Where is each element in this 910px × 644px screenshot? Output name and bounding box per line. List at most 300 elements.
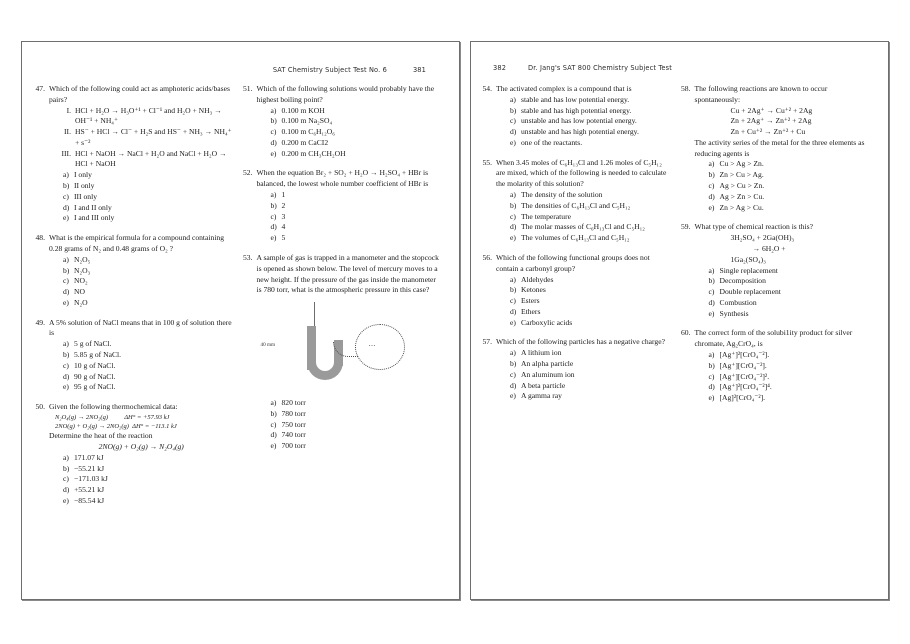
choice-d[interactable] <box>510 127 672 138</box>
choice-text: +55.21 kJ <box>74 485 105 495</box>
choice-label: c) <box>510 296 516 306</box>
choice-text: 95 g of NaCl. <box>74 382 116 392</box>
question-59-equations <box>695 233 871 265</box>
choice-d[interactable] <box>709 192 871 203</box>
choice-text: Combustion <box>719 297 757 307</box>
choice-label: a) <box>63 170 69 180</box>
choice-label: b) <box>510 358 517 368</box>
choice-text: unstable and has low potential energy. <box>521 116 637 126</box>
choice-c[interactable] <box>709 181 871 192</box>
magnifier-circle-icon <box>355 324 405 370</box>
choice-b[interactable] <box>709 361 871 372</box>
choice-b[interactable] <box>510 201 672 212</box>
question-50 <box>34 402 234 507</box>
choice-label: e) <box>270 441 277 451</box>
choice-a[interactable] <box>271 398 442 409</box>
manometer-height-label: 40 mm <box>260 342 276 349</box>
choice-label: b) <box>510 285 517 295</box>
choice-d[interactable] <box>271 138 442 149</box>
choice-text: N₂O₅ <box>74 254 91 264</box>
choice-label: b) <box>63 181 70 191</box>
choice-b[interactable] <box>63 266 234 277</box>
choice-c[interactable] <box>63 192 234 203</box>
choice-label: e) <box>63 496 69 505</box>
question-59-equation-3: 1Ga₂(SO₄)₃ <box>730 254 766 264</box>
question-58-equation-3: Zn + Cu⁺² → Zn⁺² + Cu <box>730 127 806 137</box>
choice-text: 820 torr <box>281 398 306 408</box>
choice-e[interactable] <box>271 149 442 160</box>
question-56-number: 56. <box>482 252 492 262</box>
question-58 <box>680 84 871 213</box>
question-54 <box>481 84 672 149</box>
choice-e[interactable] <box>63 496 234 507</box>
choice-c[interactable] <box>709 372 871 383</box>
question-56-stem: Which of the following functional groups does not contain a carbonyl group? <box>496 252 650 273</box>
question-51 <box>242 84 442 159</box>
choice-c[interactable] <box>510 116 672 127</box>
choice-text: 780 torr <box>281 408 306 418</box>
choice-text: 90 g of NaCl. <box>74 371 116 381</box>
choice-label: a) <box>510 348 516 358</box>
choice-e[interactable] <box>709 393 871 404</box>
question-52-choices <box>257 190 442 244</box>
question-53 <box>242 253 442 452</box>
question-54-number: 54. <box>482 84 492 93</box>
choice-label: c) <box>708 287 715 297</box>
choice-text: I and III only <box>74 213 115 223</box>
choice-c[interactable] <box>510 212 672 223</box>
choice-label: c) <box>63 191 69 201</box>
choice-d[interactable] <box>63 372 234 383</box>
question-47-choices <box>49 170 234 224</box>
question-52 <box>242 168 442 243</box>
choice-label: d) <box>63 287 70 297</box>
question-51-choices <box>257 106 442 160</box>
choice-text: 750 torr <box>281 419 306 429</box>
choice-label: c) <box>63 474 69 484</box>
question-58-equation-1: Cu + 2Ag⁺ → Cu⁺² + 2Ag <box>730 105 813 115</box>
roman-text: HCl + H₂O → H₃O⁺¹ + Cl⁻¹ and H₂O + NH₃ → OH⁻¹ + NH₄⁺ <box>75 105 222 126</box>
question-47 <box>34 84 234 224</box>
manometer-diagram <box>257 302 442 394</box>
choice-label: a) <box>63 339 69 349</box>
choice-b[interactable] <box>63 464 234 475</box>
choice-label: a) <box>708 265 715 275</box>
question-55 <box>481 158 672 244</box>
choice-label: b) <box>510 200 517 210</box>
choice-label: b) <box>63 265 70 275</box>
choice-text: 0.200 m CaCI2 <box>281 137 329 147</box>
choice-text: II only <box>74 181 95 191</box>
question-54-choices <box>496 95 672 149</box>
choice-text: Zn > Ag > Cu. <box>719 202 764 212</box>
choice-label: e) <box>270 233 277 243</box>
question-60-stem: The correct form of the solubi1ity product for silver chromate, Ag₂CrO₄, is <box>694 328 853 349</box>
question-52-stem: When the equation Br₂ + SO₂ + H₂O → H₂SO₄ + HBr is balanced, the lowest whole number coefficient of HBr is <box>256 168 429 189</box>
question-49-choices <box>49 339 234 393</box>
choice-label: c) <box>63 360 69 370</box>
choice-text: 0.200 m CH₃CH₂OH <box>281 148 346 158</box>
question-53-number: 53. <box>243 252 253 262</box>
choice-a[interactable] <box>63 453 234 464</box>
choice-label: c) <box>270 211 277 221</box>
roman-item <box>59 149 234 171</box>
choice-label: a) <box>63 452 69 462</box>
choice-d[interactable] <box>709 382 871 393</box>
choice-b[interactable] <box>709 276 871 287</box>
question-60 <box>680 328 871 403</box>
choice-b[interactable] <box>63 350 234 361</box>
choice-text: Decomposition <box>719 276 766 286</box>
question-59-stem: What type of chemical reaction is this? <box>694 222 814 232</box>
choice-text: Zn > Cu > Ag. <box>719 170 764 180</box>
choice-e[interactable] <box>510 233 672 244</box>
choice-text: An alpha particle <box>521 358 574 368</box>
choice-text: N₂O <box>74 297 88 307</box>
choice-label: d) <box>270 137 277 147</box>
question-51-number: 51. <box>243 84 253 93</box>
choice-label: d) <box>63 485 70 495</box>
roman-text: HS⁻ + HCl → Cl⁻ + H₂S and HS⁻ + NH₃ → NH₄⁺ + s⁻² <box>75 127 232 147</box>
choice-d[interactable] <box>709 298 871 309</box>
choice-label: e) <box>708 308 715 318</box>
choice-c[interactable] <box>271 127 442 138</box>
question-57-stem: Which of the following particles has a negative charge? <box>496 337 665 347</box>
question-50-equations <box>49 413 234 431</box>
left-page-columns <box>22 84 459 595</box>
choice-label: b) <box>510 105 517 115</box>
choice-text: [Ag⁺]²[CrO₄⁻²]. <box>719 349 770 359</box>
choice-text: 5 g of NaCl. <box>74 339 112 349</box>
choice-c[interactable] <box>709 287 871 298</box>
choice-c[interactable] <box>63 276 234 287</box>
question-57-choices <box>496 348 672 402</box>
question-57-number: 57. <box>482 337 492 347</box>
choice-d[interactable] <box>271 430 442 441</box>
left-page-column-2 <box>242 84 450 595</box>
choice-text: The volumes of C₆H₁₃Cl and C₅H₁₂ <box>521 233 630 243</box>
choice-label: a) <box>270 105 277 115</box>
choice-label: c) <box>510 211 516 221</box>
question-58-number: 58. <box>681 84 691 93</box>
choice-a[interactable] <box>510 95 672 106</box>
choice-text: −85.54 kJ <box>74 496 105 505</box>
choice-a[interactable] <box>63 339 234 350</box>
choice-a[interactable] <box>510 348 672 359</box>
choice-text: Ketones <box>521 285 546 295</box>
choice-text: The temperature <box>521 211 571 221</box>
choice-text: one of the reactants. <box>521 137 583 147</box>
choice-text: The densities of C₆H₁₃Cl and C₅H₁₂ <box>521 200 631 210</box>
choice-b[interactable] <box>271 116 442 127</box>
roman-label: III. <box>61 148 71 158</box>
choice-text: A gamma ray <box>521 391 562 401</box>
question-53-choices <box>257 398 442 452</box>
choice-d[interactable] <box>63 203 234 214</box>
choice-label: e) <box>63 213 69 223</box>
question-50-choices <box>49 453 234 507</box>
choice-a[interactable] <box>510 275 672 286</box>
choice-label: b) <box>270 408 277 418</box>
question-59 <box>680 222 871 319</box>
question-47-number: 47. <box>35 84 45 93</box>
choice-a[interactable] <box>271 190 442 201</box>
choice-label: d) <box>270 430 277 440</box>
question-59-choices <box>695 266 871 320</box>
choice-text: Single replacement <box>719 265 778 275</box>
choice-text: 3 <box>281 211 286 221</box>
choice-text: Cu > Ag > Zn. <box>719 159 764 169</box>
choice-label: d) <box>270 222 277 232</box>
choice-label: a) <box>63 254 69 264</box>
question-47-roman-list <box>49 106 234 171</box>
question-53-stem: A sample of gas is trapped in a manometer and the stopcock is opened as shown below. The level of mercury moves to a new height. If the pressure of the gas inside the manometer is 780 torr, what is the atmospheric pressure in this case? <box>256 252 439 295</box>
choice-text: 171.07 kJ <box>74 452 104 462</box>
choice-label: e) <box>510 137 516 147</box>
roman-label: I. <box>66 105 71 115</box>
left-page-column-1 <box>34 84 242 595</box>
choice-a[interactable] <box>709 159 871 170</box>
choice-text: The density of the solution <box>521 190 603 200</box>
choice-e[interactable] <box>709 203 871 214</box>
question-49-number: 49. <box>35 317 45 327</box>
choice-label: a) <box>270 190 277 200</box>
right-page-columns <box>471 84 888 595</box>
choice-e[interactable] <box>271 441 442 452</box>
choice-label: d) <box>510 306 517 316</box>
question-57 <box>481 337 672 402</box>
choice-c[interactable] <box>510 296 672 307</box>
question-58-equation-2: Zn + 2Ag⁺ → Zn⁺² + 2Ag <box>730 116 812 126</box>
choice-e[interactable] <box>709 309 871 320</box>
question-52-number: 52. <box>243 168 253 178</box>
page-number-381: 381 <box>412 66 426 74</box>
choice-e[interactable] <box>510 391 672 402</box>
choice-label: e) <box>63 382 69 392</box>
question-48-number: 48. <box>35 233 45 243</box>
right-page-column-1 <box>481 84 680 595</box>
question-50-number: 50. <box>35 402 45 412</box>
choice-label: d) <box>63 202 70 212</box>
question-55-choices <box>496 190 672 244</box>
choice-label: a) <box>270 398 277 408</box>
choice-a[interactable] <box>709 350 871 361</box>
choice-c[interactable] <box>271 212 442 223</box>
choice-text: stable and has high potential energy. <box>521 105 632 115</box>
page-number-382: 382 <box>493 64 507 72</box>
choice-label: a) <box>708 349 715 359</box>
choice-d[interactable] <box>63 287 234 298</box>
choice-text: Aldehydes <box>521 274 554 284</box>
choice-label: c) <box>270 419 277 429</box>
choice-text: stable and has low potential energy. <box>521 94 630 104</box>
page-left <box>21 41 460 600</box>
question-48-stem: What is the empirical formula for a compound containing 0.28 grams of N₂ and 0.48 grams of O₂ ? <box>49 233 225 253</box>
choice-e[interactable] <box>510 138 672 149</box>
question-54-stem: The activated complex is a compound that is <box>496 84 632 93</box>
choice-c[interactable] <box>63 361 234 372</box>
question-47-stem: Which of the following could act as amphoteric acids/bases pairs? <box>49 84 230 104</box>
running-head-left-title: SAT Chemistry Subject Test No. 6 <box>272 66 387 74</box>
choice-text: 1 <box>281 190 286 200</box>
choice-e[interactable] <box>63 298 234 309</box>
choice-label: b) <box>708 360 715 370</box>
right-page-column-2 <box>680 84 879 595</box>
choice-text: Esters <box>521 296 540 306</box>
question-59-number: 59. <box>681 222 691 232</box>
choice-b[interactable] <box>63 181 234 192</box>
question-58-stem-2: The activity series of the metal for the three elements as reducing agents is <box>694 137 865 158</box>
choice-d[interactable] <box>510 307 672 318</box>
choice-label: d) <box>510 222 517 232</box>
question-58-stem: The following reactions are known to occur spontaneously: <box>694 84 828 104</box>
choice-e[interactable] <box>510 318 672 329</box>
choice-c[interactable] <box>63 474 234 485</box>
choice-text: [Ag⁺][CrO₄⁻²]. <box>719 360 767 370</box>
choice-e[interactable] <box>271 233 442 244</box>
choice-label: c) <box>708 181 715 191</box>
question-60-number: 60. <box>681 328 691 338</box>
choice-label: b) <box>63 463 70 473</box>
choice-text: NO <box>74 287 85 297</box>
choice-text: Ethers <box>521 306 541 316</box>
choice-d[interactable] <box>271 222 442 233</box>
question-50-stem: Given the following thermochemical data: <box>49 402 178 412</box>
choice-text: The molar masses of C₆H₁₃Cl and C₅H₁₂ <box>521 222 645 232</box>
choice-text: [Ag⁺][CrO₄⁻²]². <box>719 371 770 381</box>
running-head-right <box>493 64 672 72</box>
question-50-equation-2: 2NO(g) + O₂(g) → 2NO₂(g) ΔH° = −113.1 kJ <box>55 423 177 431</box>
choice-text: Carboxylic acids <box>521 317 573 327</box>
choice-label: b) <box>63 349 70 359</box>
choice-text: A lithium ion <box>521 348 562 358</box>
choice-text: 0.100 m KOH <box>281 105 325 115</box>
question-59-equation-2: → 6H₂O + <box>752 243 786 253</box>
choice-label: c) <box>270 127 277 137</box>
question-49 <box>34 318 234 393</box>
choice-label: c) <box>510 116 516 126</box>
choice-label: d) <box>510 127 517 137</box>
question-56-choices <box>496 275 672 329</box>
choice-b[interactable] <box>510 285 672 296</box>
choice-label: d) <box>708 382 715 392</box>
choice-d[interactable] <box>63 485 234 496</box>
choice-label: e) <box>270 148 277 158</box>
choice-text: unstable and has high potential energy. <box>521 127 639 137</box>
question-56 <box>481 253 672 328</box>
choice-c[interactable] <box>510 370 672 381</box>
choice-text: 2 <box>281 200 286 210</box>
choice-label: e) <box>708 393 715 403</box>
question-58-choices <box>695 159 871 213</box>
choice-text: I only <box>74 170 92 180</box>
question-48-choices <box>49 255 234 309</box>
choice-label: b) <box>708 170 715 180</box>
choice-label: b) <box>270 116 277 126</box>
question-50-equation-1: N₂O₄(g) → 2NO₂(g) ΔH° = +57.93 kJ <box>55 413 170 421</box>
question-60-choices <box>695 350 871 404</box>
choice-text: 5.85 g of NaCl. <box>74 349 122 359</box>
choice-label: d) <box>510 380 517 390</box>
question-58-equations <box>695 106 871 138</box>
roman-label: II. <box>64 127 71 137</box>
question-55-stem: When 3.45 moles of C₆H₁₃Cl and 1.26 moles of C₅H₁₂ are mixed, which of the following is needed to calculate the molarity of this solution? <box>496 157 667 189</box>
choice-label: e) <box>510 317 516 327</box>
roman-item <box>59 127 234 149</box>
roman-item <box>59 106 234 128</box>
choice-label: a) <box>510 274 516 284</box>
choice-label: d) <box>708 297 715 307</box>
choice-text: −171.03 kJ <box>74 474 108 484</box>
choice-text: Ag > Cu > Zn. <box>719 181 765 191</box>
choice-text: Synthesis <box>719 308 749 318</box>
choice-a[interactable] <box>63 170 234 181</box>
choice-label: a) <box>510 190 516 200</box>
choice-c[interactable] <box>271 420 442 431</box>
choice-label: e) <box>63 297 69 307</box>
choice-label: e) <box>708 202 715 212</box>
choice-text: An aluminum ion <box>521 369 575 379</box>
choice-label: d) <box>63 371 70 381</box>
choice-text: [Ag⁺]²[CrO₄⁻²]⁴. <box>719 382 772 392</box>
choice-a[interactable] <box>510 190 672 201</box>
choice-label: e) <box>510 391 516 401</box>
choice-label: a) <box>510 94 516 104</box>
choice-b[interactable] <box>709 170 871 181</box>
choice-e[interactable] <box>63 382 234 393</box>
choice-text: I and II only <box>74 202 112 212</box>
question-48 <box>34 233 234 308</box>
choice-label: c) <box>708 371 715 381</box>
choice-d[interactable] <box>510 222 672 233</box>
choice-text: 740 torr <box>281 430 306 440</box>
question-59-equation-1: 3H₂SO₄ + 2Ga(OH)₃ <box>730 233 795 243</box>
choice-b[interactable] <box>271 409 442 420</box>
choice-text: 5 <box>281 233 286 243</box>
choice-d[interactable] <box>510 381 672 392</box>
choice-text: −55.21 kJ <box>74 463 105 473</box>
choice-a[interactable] <box>63 255 234 266</box>
magnifier-dots: ⋯ <box>368 342 377 351</box>
choice-label: c) <box>63 276 69 286</box>
choice-a[interactable] <box>271 106 442 117</box>
choice-text: [Ag]²[CrO₄⁻²]. <box>719 393 766 403</box>
choice-label: b) <box>270 200 277 210</box>
running-head-right-title: Dr. Jang's SAT 800 Chemistry Subject Test <box>528 64 672 72</box>
roman-text: HCl + NaOH → NaCl + H₂O and NaCl + H₂O → HCl + NaOH <box>75 148 227 169</box>
manometer-capillary-line <box>314 302 316 328</box>
question-50-equation-3: 2NO(g) + O₂(g) → N₂O₄(g) <box>98 442 184 452</box>
choice-text: NO₂ <box>74 276 88 286</box>
choice-label: c) <box>510 369 516 379</box>
choice-label: e) <box>510 233 516 243</box>
choice-b[interactable] <box>510 359 672 370</box>
choice-b[interactable] <box>510 106 672 117</box>
choice-a[interactable] <box>709 266 871 277</box>
choice-text: 0.100 m C₆H₁₂O₆ <box>281 127 335 137</box>
choice-text: A beta particle <box>521 380 566 390</box>
choice-text: 4 <box>281 222 286 232</box>
question-50-stem-2: Determine the heat of the reaction <box>49 431 153 441</box>
choice-text: Double replacement <box>719 287 781 297</box>
choice-b[interactable] <box>271 201 442 212</box>
question-55-number: 55. <box>482 157 492 167</box>
choice-text: Ag > Zn > Cu. <box>719 191 765 201</box>
question-49-stem: A 5% solution of NaCl means that in 100 g of solution there is <box>49 317 232 338</box>
choice-label: d) <box>708 191 715 201</box>
choice-e[interactable] <box>63 213 234 224</box>
page-right <box>470 41 889 600</box>
